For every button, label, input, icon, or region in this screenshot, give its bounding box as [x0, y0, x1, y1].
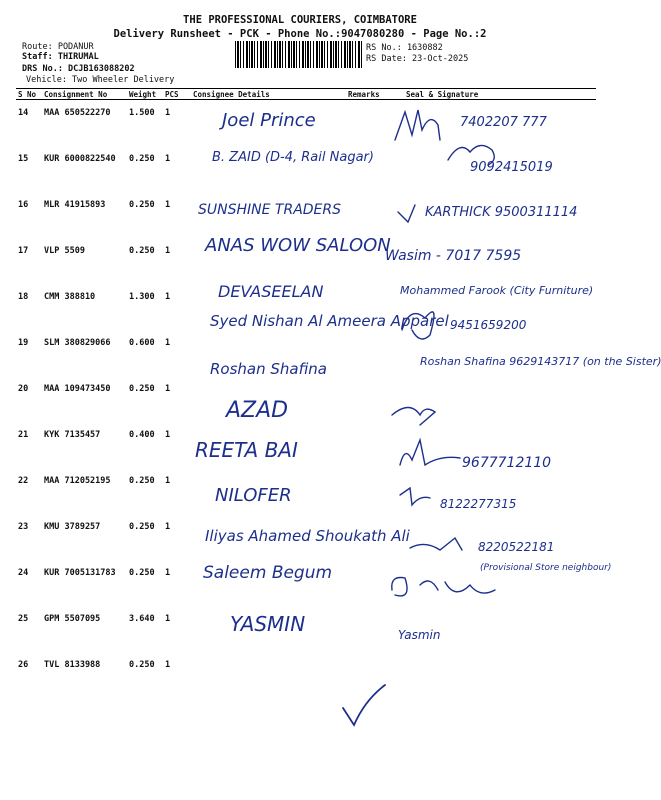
consignee-handwriting: B. ZAID (D-4, Rail Nagar)	[212, 150, 374, 165]
consignment-cell: CMM 388810	[44, 292, 96, 302]
rs-number: RS No.: 1630882	[366, 43, 443, 53]
checkmark-icon	[340, 680, 390, 730]
sno-cell: 15	[18, 154, 29, 164]
pcs-cell: 1	[165, 108, 171, 118]
sno-cell: 19	[18, 338, 29, 348]
consignment-cell: KMU 3789257	[44, 522, 101, 532]
weight-cell: 0.250	[129, 476, 155, 486]
sno-cell: 20	[18, 384, 29, 394]
consignee-handwriting: YASMIN	[230, 612, 306, 636]
consignee-handwriting: ANAS WOW SALOON	[205, 235, 391, 256]
signature-note: Wasim - 7017 7595	[385, 248, 522, 264]
rs-date: RS Date: 23-Oct-2025	[366, 54, 469, 64]
sno-cell: 18	[18, 292, 29, 302]
signature-note: 9451659200	[450, 318, 527, 332]
weight-cell: 1.300	[129, 292, 155, 302]
staff-label: Staff: THIRUMAL	[22, 52, 99, 62]
signature-note: 8220522181	[478, 540, 555, 554]
col-pcs: PCS	[163, 89, 191, 100]
consignment-cell: KYK 7135457	[44, 430, 101, 440]
signature-note: 9092415019	[470, 160, 553, 175]
sno-cell: 21	[18, 430, 29, 440]
weight-cell: 0.250	[129, 154, 155, 164]
weight-cell: 1.500	[129, 108, 155, 118]
pcs-cell: 1	[165, 522, 171, 532]
pcs-cell: 1	[165, 154, 171, 164]
weight-cell: 3.640	[129, 614, 155, 624]
pcs-cell: 1	[165, 200, 171, 210]
drs-label: DRS No.: DCJB163088202	[22, 64, 135, 74]
signature-note: KARTHICK 9500311114	[425, 205, 578, 220]
pcs-cell: 1	[165, 430, 171, 440]
signature-note: Yasmin	[398, 628, 441, 642]
consignee-handwriting: Syed Nishan Al Ameera Apparel	[210, 312, 449, 330]
consignment-cell: MAA 712052195	[44, 476, 111, 486]
signature-note: Roshan Shafina 9629143717 (on the Sister)	[420, 355, 661, 368]
weight-cell: 0.250	[129, 246, 155, 256]
col-signature: Seal & Signature	[404, 89, 596, 100]
pcs-cell: 1	[165, 614, 171, 624]
signature-note: Mohammed Farook (City Furniture)	[400, 284, 594, 297]
company-title: THE PROFESSIONAL COURIERS, COIMBATORE	[183, 14, 417, 26]
col-consignment: Consignment No	[42, 89, 127, 100]
signature-note: 7402207 777	[460, 115, 547, 130]
col-sno: S No	[16, 89, 42, 100]
col-remarks: Remarks	[346, 89, 404, 100]
consignee-handwriting: REETA BAI	[195, 438, 298, 462]
vehicle-label: Vehicle: Two Wheeler Delivery	[26, 75, 175, 85]
sno-cell: 24	[18, 568, 29, 578]
col-weight: Weight	[127, 89, 163, 100]
consignment-cell: KUR 7005131783	[44, 568, 116, 578]
weight-cell: 0.250	[129, 522, 155, 532]
pcs-cell: 1	[165, 292, 171, 302]
weight-cell: 0.400	[129, 430, 155, 440]
consignee-handwriting: NILOFER	[215, 485, 292, 506]
signature-note: 9677712110	[462, 455, 552, 471]
consignment-cell: MAA 650522270	[44, 108, 111, 118]
consignee-handwriting: SUNSHINE TRADERS	[198, 202, 342, 218]
sno-cell: 26	[18, 660, 29, 670]
signature-note: (Provisional Store neighbour)	[480, 563, 612, 573]
consignee-handwriting: DEVASEELAN	[218, 282, 324, 301]
pcs-cell: 1	[165, 660, 171, 670]
consignment-cell: MLR 41915893	[44, 200, 106, 210]
route-label: Route: PODANUR	[22, 42, 94, 52]
consignee-handwriting: Roshan Shafina	[210, 360, 327, 378]
sno-cell: 22	[18, 476, 29, 486]
pcs-cell: 1	[165, 384, 171, 394]
consignment-cell: SLM 380829066	[44, 338, 111, 348]
sno-cell: 17	[18, 246, 29, 256]
signature-note: 8122277315	[440, 497, 517, 511]
weight-cell: 0.600	[129, 338, 155, 348]
col-consignee: Consignee Details	[191, 89, 346, 100]
weight-cell: 0.250	[129, 200, 155, 210]
consignee-handwriting: Iliyas Ahamed Shoukath Ali	[205, 527, 410, 545]
sno-cell: 16	[18, 200, 29, 210]
weight-cell: 0.250	[129, 660, 155, 670]
consignment-cell: GPM 5507095	[44, 614, 101, 624]
sno-cell: 23	[18, 522, 29, 532]
weight-cell: 0.250	[129, 384, 155, 394]
pcs-cell: 1	[165, 476, 171, 486]
sno-cell: 14	[18, 108, 29, 118]
pcs-cell: 1	[165, 246, 171, 256]
runsheet-subtitle: Delivery Runsheet - PCK - Phone No.:9047080280 - Page No.:2	[113, 28, 487, 40]
sno-cell: 25	[18, 614, 29, 624]
consignment-cell: MAA 109473450	[44, 384, 111, 394]
pcs-cell: 1	[165, 338, 171, 348]
consignment-cell: TVL 8133988	[44, 660, 101, 670]
consignee-handwriting: AZAD	[226, 398, 289, 423]
weight-cell: 0.250	[129, 568, 155, 578]
pcs-cell: 1	[165, 568, 171, 578]
consignment-cell: VLP 5509	[44, 246, 85, 256]
consignment-cell: KUR 6000822540	[44, 154, 116, 164]
consignee-handwriting: Saleem Begum	[203, 563, 333, 583]
consignee-handwriting: Joel Prince	[222, 110, 316, 131]
